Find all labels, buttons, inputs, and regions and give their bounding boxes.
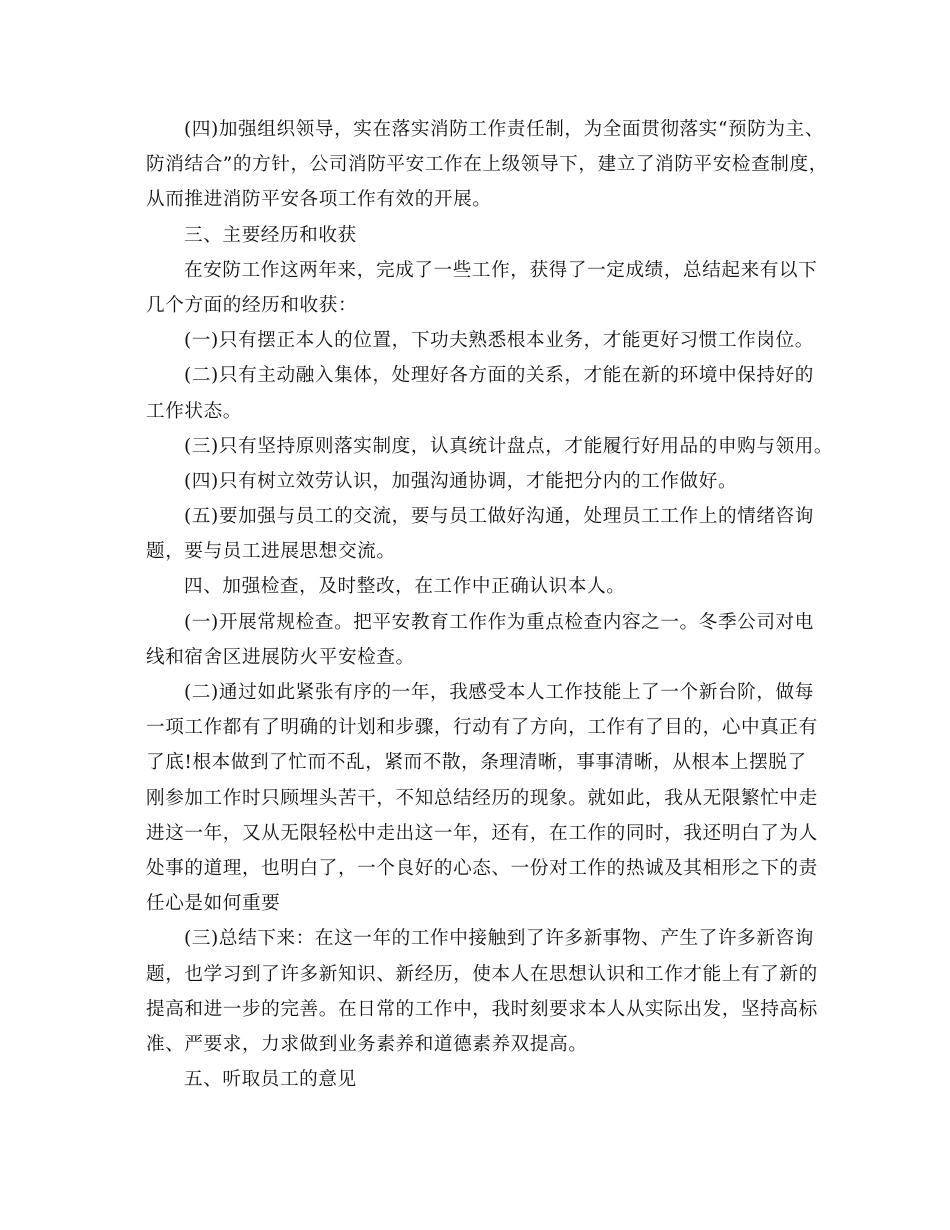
text-line: (二)只有主动融入集体，处理好各方面的关系，才能在新的环境中保持好的: [184, 365, 814, 387]
text-line: 刚参加工作时只顾埋头苦干，不知总结经历的现象。就如此，我从无限繁忙中走: [146, 787, 818, 809]
text-line: 了底!根本做到了忙而不乱，紧而不散，条理清晰，事事清晰，从根本上摆脱了: [146, 752, 807, 774]
text-line: 几个方面的经历和收获：: [146, 294, 358, 316]
text-line: 线和宿舍区进展防火平安检查。: [146, 646, 415, 668]
text-line: 题，要与员工进展思想交流。: [146, 541, 396, 563]
text-line: 任心是如何重要: [146, 893, 281, 915]
text-line: 准、严要求，力求做到业务素养和道德素养双提高。: [146, 1033, 588, 1055]
text-line: 工作状态。: [146, 400, 242, 422]
section-heading: 四、加强检查，及时整改，在工作中正确认识本人。: [184, 576, 626, 598]
text-line: (五)要加强与员工的交流，要与员工做好沟通，处理员工工作上的情绪咨询: [184, 506, 814, 528]
text-line: (四)加强组织领导，实在落实消防工作责任制，为全面贯彻落实“预防为主、: [184, 119, 825, 140]
text-line: 防消结合”的方针，公司消防平安工作在上级领导下，建立了消防平安检查制度，: [146, 154, 828, 176]
document-page: [146, 112, 834, 1097]
text-line: (四)只有树立效劳认识，加强沟通协调，才能把分内的工作做好。: [184, 470, 738, 492]
text-line: 进这一年，又从无限轻松中走出这一年，还有，在工作的同时，我还明白了为人: [146, 822, 818, 844]
text-line: (三)总结下来：在这一年的工作中接触到了许多新事物、产生了许多新咨询: [184, 928, 814, 950]
text-line: 一项工作都有了明确的计划和步骤，行动有了方向，工作有了目的，心中真正有: [146, 717, 818, 739]
text-line: 在安防工作这两年来，完成了一些工作，获得了一定成绩，总结起来有以下: [184, 259, 818, 281]
text-line: (一)只有摆正本人的位置，下功夫熟悉根本业务，才能更好习惯工作岗位。: [184, 330, 814, 352]
text-line: (二)通过如此紧张有序的一年，我感受本人工作技能上了一个新台阶，做每: [184, 682, 814, 703]
section-heading: 三、主要经历和收获: [184, 224, 357, 246]
text-line: 从而推进消防平安各项工作有效的开展。: [146, 189, 492, 211]
text-line: (一)开展常规检查。把平安教育工作作为重点检查内容之一。冬季公司对电: [184, 611, 814, 633]
text-line: 处事的道理，也明白了，一个良好的心态、一份对工作的热诚及其相形之下的责: [146, 857, 818, 879]
document-body: [146, 112, 834, 1097]
text-line: 提高和进一步的完善。在日常的工作中，我时刻要求本人从实际出发，坚持高标: [146, 998, 818, 1020]
text-line: 题，也学习到了许多新知识、新经历，使本人在思想认识和工作才能上有了新的: [146, 963, 818, 985]
section-heading: 五、听取员工的意见: [184, 1069, 357, 1091]
text-line: (三)只有坚持原则落实制度，认真统计盘点，才能履行好用品的申购与领用。: [184, 435, 834, 457]
